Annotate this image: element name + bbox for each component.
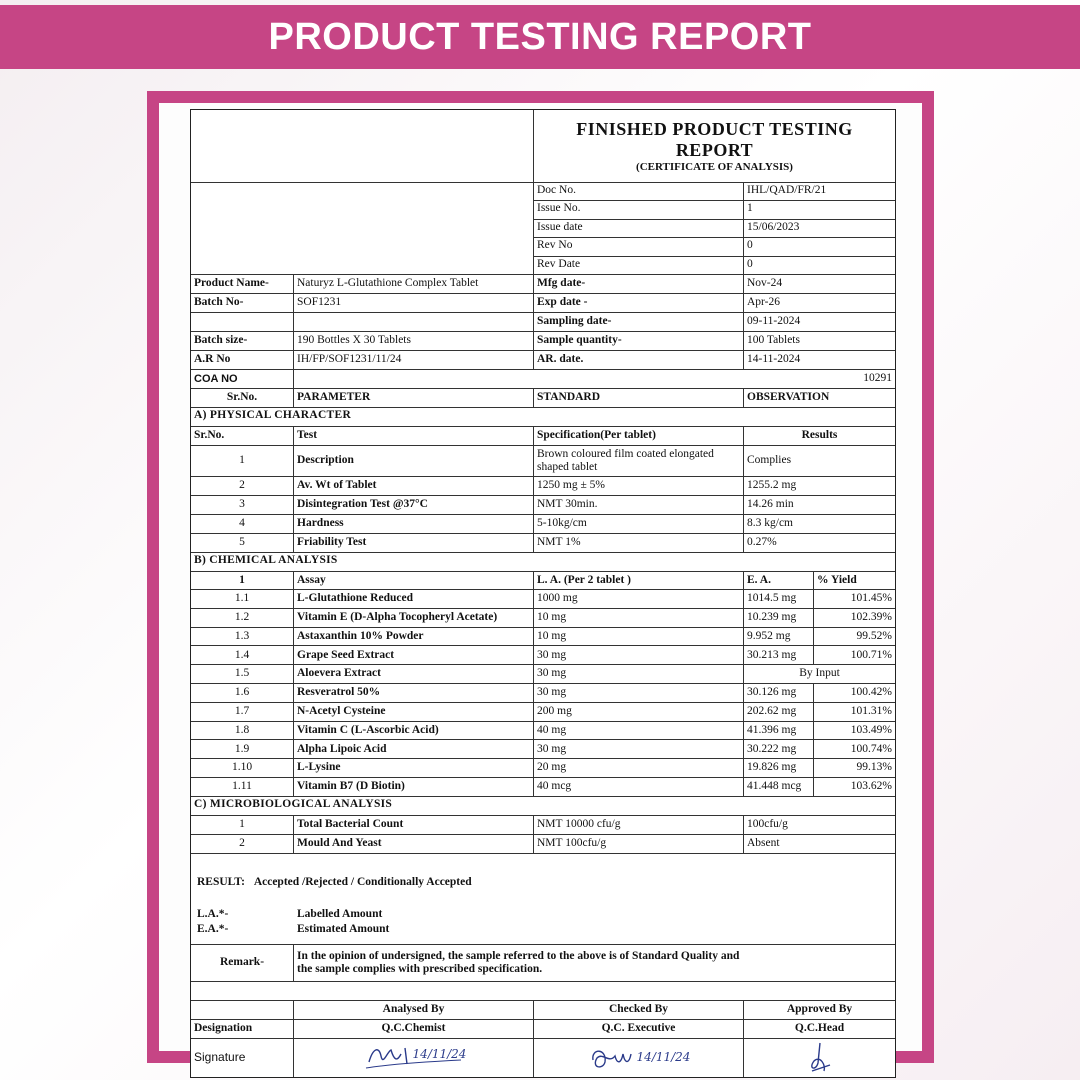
row-yield: 100.74%	[813, 740, 895, 758]
meta-label: Rev Date	[534, 257, 744, 274]
info-row	[191, 312, 895, 331]
info-row	[191, 331, 895, 350]
row-ea: 202.62 mg	[743, 703, 813, 721]
table-row	[191, 589, 895, 608]
section-chemical	[191, 552, 895, 571]
col-spec: Specification(Per tablet)	[533, 427, 743, 445]
row-test: L-Glutathione Reduced	[293, 590, 533, 608]
row-sr: 1.2	[234, 611, 250, 624]
row-sr: 1.6	[234, 686, 250, 699]
row-yield: 102.39%	[813, 609, 895, 627]
designation-head: Q.C.Head	[743, 1020, 895, 1038]
meta-label: Rev No	[534, 238, 744, 255]
row-yield: 100.42%	[813, 684, 895, 702]
chemical-rows	[191, 589, 895, 796]
row-test: Vitamin E (D-Alpha Tocopheryl Acetate)	[293, 609, 533, 627]
table-row	[191, 702, 895, 721]
row-spec: NMT 100cfu/g	[533, 835, 743, 853]
meta-row	[534, 200, 895, 218]
checked-by: Checked By	[533, 1001, 743, 1019]
table-row	[191, 683, 895, 702]
row-sr: 1.10	[231, 761, 253, 774]
row-result: 100cfu/g	[743, 816, 895, 834]
row-sr: 1.11	[232, 780, 252, 793]
designation-label: Designation	[194, 1022, 253, 1035]
row-test: Grape Seed Extract	[293, 646, 533, 664]
row-spec: 5-10kg/cm	[533, 515, 743, 533]
la-key: L.A.*-	[197, 907, 229, 920]
row-sr: 3	[239, 498, 245, 511]
col-la: L. A. (Per 2 tablet )	[533, 572, 743, 589]
result-label: RESULT:	[197, 875, 245, 888]
table-row	[191, 758, 895, 777]
meta-row	[534, 256, 895, 274]
report-frame	[147, 91, 934, 1063]
col-results: Results	[743, 427, 895, 445]
row-test: Disintegration Test @37°C	[293, 496, 533, 514]
batch-size-value: 190 Bottles X 30 Tablets	[293, 332, 533, 350]
mfg-date-value: Nov-24	[743, 275, 895, 293]
row-spec: NMT 30min.	[533, 496, 743, 514]
row-ea: 41.448 mcg	[743, 778, 813, 796]
row-la: 30 mg	[533, 646, 743, 664]
row-spec: NMT 1%	[533, 534, 743, 552]
result-block	[191, 853, 895, 944]
ar-date-label: AR. date.	[533, 351, 743, 369]
signature-row	[191, 1038, 895, 1077]
row-result: Absent	[743, 835, 895, 853]
table-row	[191, 834, 895, 853]
table-row	[191, 815, 895, 834]
row-yield: 103.62%	[813, 778, 895, 796]
row-test: Description	[293, 446, 533, 476]
row-spec: NMT 10000 cfu/g	[533, 816, 743, 834]
table-row	[191, 664, 895, 683]
row-result: 1255.2 mg	[743, 477, 895, 495]
row-yield: 99.13%	[813, 759, 895, 777]
ea-key: E.A.*-	[197, 922, 229, 935]
table-row	[191, 627, 895, 646]
table-row	[191, 476, 895, 495]
meta-row	[534, 237, 895, 255]
row-la: 20 mg	[533, 759, 743, 777]
row-sr: 2	[239, 479, 245, 492]
col-parameter: PARAMETER	[293, 389, 533, 407]
meta-value: 0	[747, 257, 753, 270]
row-sr: 1.8	[234, 723, 250, 736]
signature-analyst-date: 14/11/24	[412, 1046, 467, 1061]
row-la: 10 mg	[533, 628, 743, 646]
doc-title-line1: FINISHED PRODUCT TESTING	[576, 119, 853, 139]
col-srno: Sr.No.	[226, 391, 258, 404]
info-row	[191, 274, 895, 293]
sampling-date-value: 09-11-2024	[743, 313, 895, 331]
col-ea: E. A.	[743, 572, 813, 589]
remark-line1: In the opinion of undersigned, the sample referred to the above is of Standard Quality and	[297, 949, 740, 962]
row-test: Aloevera Extract	[293, 665, 533, 683]
batch-no-value: SOF1231	[293, 294, 533, 312]
row-ea: 30.222 mg	[743, 740, 813, 758]
physical-head-row	[191, 426, 895, 445]
coa-no-value: 10291	[293, 370, 895, 388]
chemical-head-row	[191, 571, 895, 589]
logo-area	[191, 110, 534, 182]
section-micro	[191, 796, 895, 815]
row-sr: 1	[239, 454, 245, 467]
signoff-head-row	[191, 1000, 895, 1019]
spacer-row	[191, 981, 895, 1000]
col-test: Test	[293, 427, 533, 445]
row-test: Astaxanthin 10% Powder	[293, 628, 533, 646]
approved-by: Approved By	[743, 1001, 895, 1019]
sample-qty-label: Sample quantity-	[533, 332, 743, 350]
designation-chemist: Q.C.Chemist	[293, 1020, 533, 1038]
exp-date-label: Exp date -	[533, 294, 743, 312]
row-ea: 10.239 mg	[743, 609, 813, 627]
row-yield: 100.71%	[813, 646, 895, 664]
meta-value: IHL/QAD/FR/21	[747, 184, 827, 196]
row-test: Vitamin B7 (D Biotin)	[293, 778, 533, 796]
sample-qty-value: 100 Tablets	[743, 332, 895, 350]
row-la: 40 mg	[533, 722, 743, 740]
meta-value: 1	[747, 202, 753, 215]
la-value: Labelled Amount	[297, 907, 383, 920]
meta-row	[534, 219, 895, 237]
info-row	[191, 350, 895, 369]
row-test: Hardness	[293, 515, 533, 533]
table-row	[191, 777, 895, 796]
meta-value: 15/06/2023	[747, 220, 800, 233]
row-sr: 1.4	[234, 648, 250, 661]
doc-subtitle: (CERTIFICATE OF ANALYSIS)	[636, 161, 793, 173]
signature-label: Signature	[194, 1049, 246, 1064]
batch-size-label: Batch size-	[194, 334, 248, 347]
row-result: 8.3 kg/cm	[743, 515, 895, 533]
doc-title-block	[534, 110, 895, 182]
analysed-by: Analysed By	[293, 1001, 533, 1019]
signature-head	[743, 1039, 895, 1077]
meta-row	[534, 183, 895, 200]
row-test: L-Lysine	[293, 759, 533, 777]
section-title: A) PHYSICAL CHARACTER	[194, 408, 352, 421]
column-header-row	[191, 388, 895, 407]
table-row	[191, 495, 895, 514]
row-test: N-Acetyl Cysteine	[293, 703, 533, 721]
banner	[0, 5, 1080, 69]
table-row	[191, 445, 895, 476]
row-result: 14.26 min	[743, 496, 895, 514]
meta-label: Issue No.	[534, 201, 744, 218]
result-text: Accepted /Rejected / Conditionally Accepted	[253, 875, 472, 888]
signature-executive	[533, 1039, 743, 1077]
signature-executive-date: 14/11/24	[636, 1049, 691, 1064]
row-sr: 1.9	[234, 742, 250, 755]
row-yield: 101.31%	[813, 703, 895, 721]
row-spec: Brown coloured film coated elongated shaped tablet	[533, 446, 743, 476]
row-sr: 1.1	[234, 592, 250, 605]
row-test: Alpha Lipoic Acid	[293, 740, 533, 758]
row-result: 0.27%	[743, 534, 895, 552]
meta-label: Issue date	[534, 220, 744, 237]
row-test: Av. Wt of Tablet	[293, 477, 533, 495]
row-ea: 19.826 mg	[743, 759, 813, 777]
ar-date-value: 14-11-2024	[743, 351, 895, 369]
table-row	[191, 514, 895, 533]
row-test: Resveratrol 50%	[293, 684, 533, 702]
designation-row	[191, 1019, 895, 1038]
col-observation: OBSERVATION	[743, 389, 895, 407]
row-test: Total Bacterial Count	[293, 816, 533, 834]
row-test: Assay	[293, 572, 533, 589]
banner-title: PRODUCT TESTING REPORT	[268, 15, 812, 58]
row-ea: 9.952 mg	[743, 628, 813, 646]
row-sr: 4	[239, 517, 245, 530]
col-yield: % Yield	[813, 572, 895, 589]
row-ea: By Input	[743, 665, 895, 683]
table-row	[191, 645, 895, 664]
product-name-label: Product Name-	[194, 277, 269, 290]
row-la: 10 mg	[533, 609, 743, 627]
row-spec: 1250 mg ± 5%	[533, 477, 743, 495]
remark-line2: the sample complies with prescribed specification.	[297, 962, 543, 975]
doc-header	[191, 110, 895, 182]
table-row	[191, 721, 895, 740]
remark-label: Remark-	[219, 956, 265, 969]
col-srno: Sr.No.	[194, 429, 225, 442]
row-sr: 1	[239, 818, 245, 831]
table-row	[191, 608, 895, 627]
exp-date-value: Apr-26	[743, 294, 895, 312]
coa-no-label: COA NO	[194, 372, 238, 385]
section-title: C) MICROBIOLOGICAL ANALYSIS	[194, 797, 393, 810]
ar-no-label: A.R No	[194, 353, 231, 366]
row-ea: 30.213 mg	[743, 646, 813, 664]
row-la: 30 mg	[533, 684, 743, 702]
info-row	[191, 369, 895, 388]
section-physical	[191, 407, 895, 426]
product-name-value: Naturyz L-Glutathione Complex Tablet	[293, 275, 533, 293]
row-test: Mould And Yeast	[293, 835, 533, 853]
mfg-date-label: Mfg date-	[533, 275, 743, 293]
row-la: 30 mg	[533, 665, 743, 683]
table-row	[191, 533, 895, 552]
batch-no-label: Batch No-	[194, 296, 244, 309]
row-sr: 5	[239, 536, 245, 549]
row-yield: 99.52%	[813, 628, 895, 646]
row-result: Complies	[743, 446, 895, 476]
row-sr: 1	[239, 573, 245, 586]
remark-row	[191, 944, 895, 981]
row-test: Vitamin C (L-Ascorbic Acid)	[293, 722, 533, 740]
row-la: 200 mg	[533, 703, 743, 721]
ea-value: Estimated Amount	[297, 922, 390, 935]
row-ea: 1014.5 mg	[743, 590, 813, 608]
row-test: Friability Test	[293, 534, 533, 552]
row-sr: 2	[239, 837, 245, 850]
remark-text	[293, 945, 895, 981]
row-sr: 1.7	[234, 705, 250, 718]
table-row	[191, 739, 895, 758]
doc-meta	[191, 182, 895, 274]
signature-head-mark	[790, 1041, 850, 1075]
coa-document	[190, 109, 896, 1078]
row-yield: 103.49%	[813, 722, 895, 740]
meta-label: Doc No.	[534, 183, 744, 200]
section-title: B) CHEMICAL ANALYSIS	[194, 553, 338, 566]
designation-executive: Q.C. Executive	[533, 1020, 743, 1038]
ar-no-value: IH/FP/SOF1231/11/24	[293, 351, 533, 369]
report-paper	[159, 103, 922, 1064]
row-sr: 1.3	[234, 629, 250, 642]
meta-value: 0	[747, 239, 753, 252]
row-yield: 101.45%	[813, 590, 895, 608]
row-ea: 30.126 mg	[743, 684, 813, 702]
row-la: 40 mcg	[533, 778, 743, 796]
col-standard: STANDARD	[533, 389, 743, 407]
row-sr: 1.5	[234, 667, 250, 680]
signature-analyst	[293, 1039, 533, 1077]
info-row	[191, 293, 895, 312]
row-ea: 41.396 mg	[743, 722, 813, 740]
row-la: 1000 mg	[533, 590, 743, 608]
doc-title-line2: REPORT	[675, 140, 754, 160]
sampling-date-label: Sampling date-	[533, 313, 743, 331]
row-la: 30 mg	[533, 740, 743, 758]
